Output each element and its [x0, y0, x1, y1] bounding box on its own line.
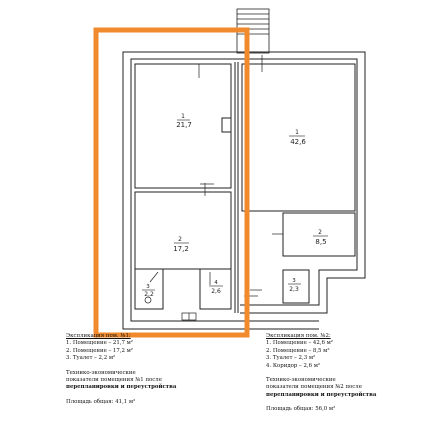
apt1-room2-number: 2 — [178, 236, 182, 243]
apt1-walls — [135, 62, 238, 313]
apt2-wc-area: 2,3 — [289, 286, 299, 293]
explication-2-item: 3. Туалет – 2,3 м² — [266, 355, 316, 362]
apt2-room2-area: 8,5 — [315, 238, 327, 246]
explication-2-item: 2. Помещение – 8,5 м² — [266, 347, 330, 354]
explication-2-tech-line: показатели помещения №2 после — [266, 384, 362, 391]
explication-apartment-2 — [266, 333, 376, 414]
explication-1-total-area: Площадь общая: 41,1 м² — [66, 398, 136, 405]
apt2-doors — [244, 55, 283, 296]
apt2-room1-area: 42,6 — [290, 138, 306, 146]
explication-1-tech-line: Технико-экономические — [66, 369, 136, 376]
explication-1-item: 1. Помещение – 21,7 м² — [66, 340, 133, 347]
apt1-wc-number: 3 — [146, 284, 150, 290]
apartment-1-highlight — [96, 30, 247, 335]
apt1-room1-number: 1 — [181, 113, 185, 120]
explication-1-item: 2. Помещение – 17,2 м² — [66, 347, 133, 354]
explication-2-tech-line: Технико-экономические — [266, 377, 336, 384]
explication-2-item: 4. Коридор – 2,6 м² — [266, 362, 321, 369]
explication-2-tech-line: перепланировки и переустройства — [266, 391, 377, 398]
explication-1-tech-line: перепланировки и переустройства — [66, 384, 177, 391]
explication-1-heading: Экспликация пом. №1: — [66, 333, 131, 339]
apt1-room2-area: 17,2 — [173, 245, 189, 253]
explication-2-total-area: Площадь общая: 56,0 м² — [266, 406, 336, 413]
apt1-wc-area: 2,2 — [144, 291, 154, 298]
apt2-room2-number: 2 — [318, 229, 322, 236]
apt2-wc-number: 3 — [292, 278, 296, 284]
explication-1-item: 3. Туалет – 2,2 м² — [66, 355, 116, 362]
apt2-walls — [242, 64, 355, 303]
apt1-corridor-number: 4 — [214, 280, 218, 286]
explication-2-item: 1. Помещение – 42,6 м² — [266, 340, 333, 347]
apt1-corridor-area: 2,6 — [211, 288, 221, 295]
explication-apartment-1 — [66, 333, 176, 406]
apt2-room1-number: 1 — [295, 129, 299, 136]
apt1-room1-area: 21,7 — [176, 121, 192, 129]
explication-2-heading: Экспликация пом. №2: — [266, 333, 331, 339]
explication-1-tech-line: показатели помещения №1 после — [66, 377, 162, 384]
